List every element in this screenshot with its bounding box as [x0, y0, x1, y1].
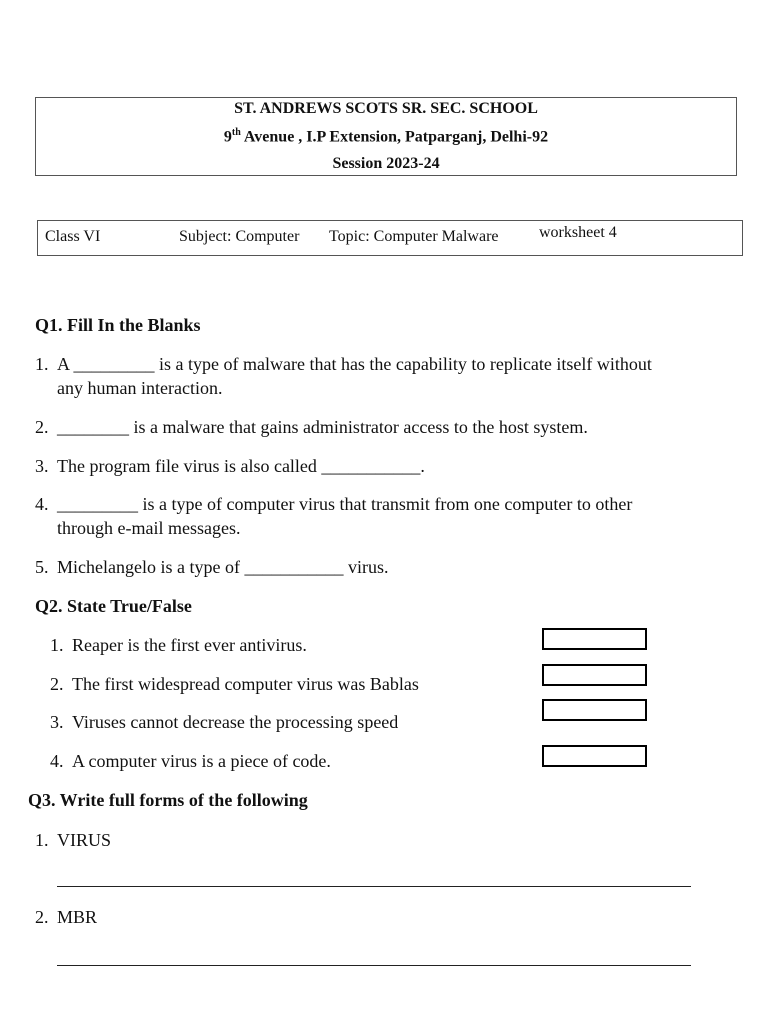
q1-item-text: ________ is a malware that gains administrator access to the host system. [57, 417, 588, 437]
q1-item-text: A _________ is a type of malware that has the capability to replicate itself without [57, 354, 652, 374]
q2-item-text: The first widespread computer virus was Bablas [72, 674, 419, 694]
school-address: 9th Avenue , I.P Extension, Patparganj, Delhi-92 [223, 127, 549, 146]
q3-title: Q3. Write full forms of the following [28, 790, 308, 810]
answer-box[interactable] [542, 664, 647, 686]
school-name: ST. ANDREWS SCOTS SR. SEC. SCHOOL [234, 100, 538, 117]
q1-item-number: 3. [35, 456, 49, 476]
q2-item-text: A computer virus is a piece of code. [72, 751, 331, 771]
q1-item-text: _________ is a type of computer virus that transmit from one computer to other [57, 494, 633, 514]
q3-item-text: MBR [57, 907, 98, 927]
q1-item-text: The program file virus is also called ___________. [57, 456, 425, 476]
q1-item-number: 5. [35, 557, 49, 577]
answer-line[interactable] [57, 886, 691, 887]
q2-item-number: 4. [50, 751, 64, 771]
q3-item-number: 1. [35, 830, 49, 850]
q1-item-number: 1. [35, 354, 49, 374]
answer-box[interactable] [542, 699, 647, 721]
q2-item-text: Reaper is the first ever antivirus. [72, 635, 307, 655]
q2-item-number: 2. [50, 674, 64, 694]
session-label: Session 2023-24 [332, 155, 440, 172]
topic-label: Topic: Computer Malware [329, 228, 499, 245]
q1-item-text-cont: through e-mail messages. [57, 518, 241, 538]
q2-title: Q2. State True/False [35, 596, 192, 616]
school-header [35, 97, 737, 176]
worksheet-label: worksheet 4 [539, 224, 617, 241]
class-label: Class VI [45, 228, 101, 245]
answer-box[interactable] [542, 745, 647, 767]
q3-item-text: VIRUS [57, 830, 112, 850]
q2-item-number: 3. [50, 712, 64, 732]
q3-item-number: 2. [35, 907, 49, 927]
q1-item-number: 2. [35, 417, 49, 437]
q2-item-number: 1. [50, 635, 64, 655]
q1-item-number: 4. [35, 494, 49, 514]
class-info-box [37, 220, 743, 256]
q2-item-text: Viruses cannot decrease the processing speed [72, 712, 399, 732]
answer-box[interactable] [542, 628, 647, 650]
q1-item-text-cont: any human interaction. [57, 378, 223, 398]
answer-line[interactable] [57, 965, 691, 966]
subject-label: Subject: Computer [179, 228, 300, 245]
q1-item-text: Michelangelo is a type of ___________ virus. [57, 557, 389, 577]
q1-title: Q1. Fill In the Blanks [35, 315, 201, 335]
